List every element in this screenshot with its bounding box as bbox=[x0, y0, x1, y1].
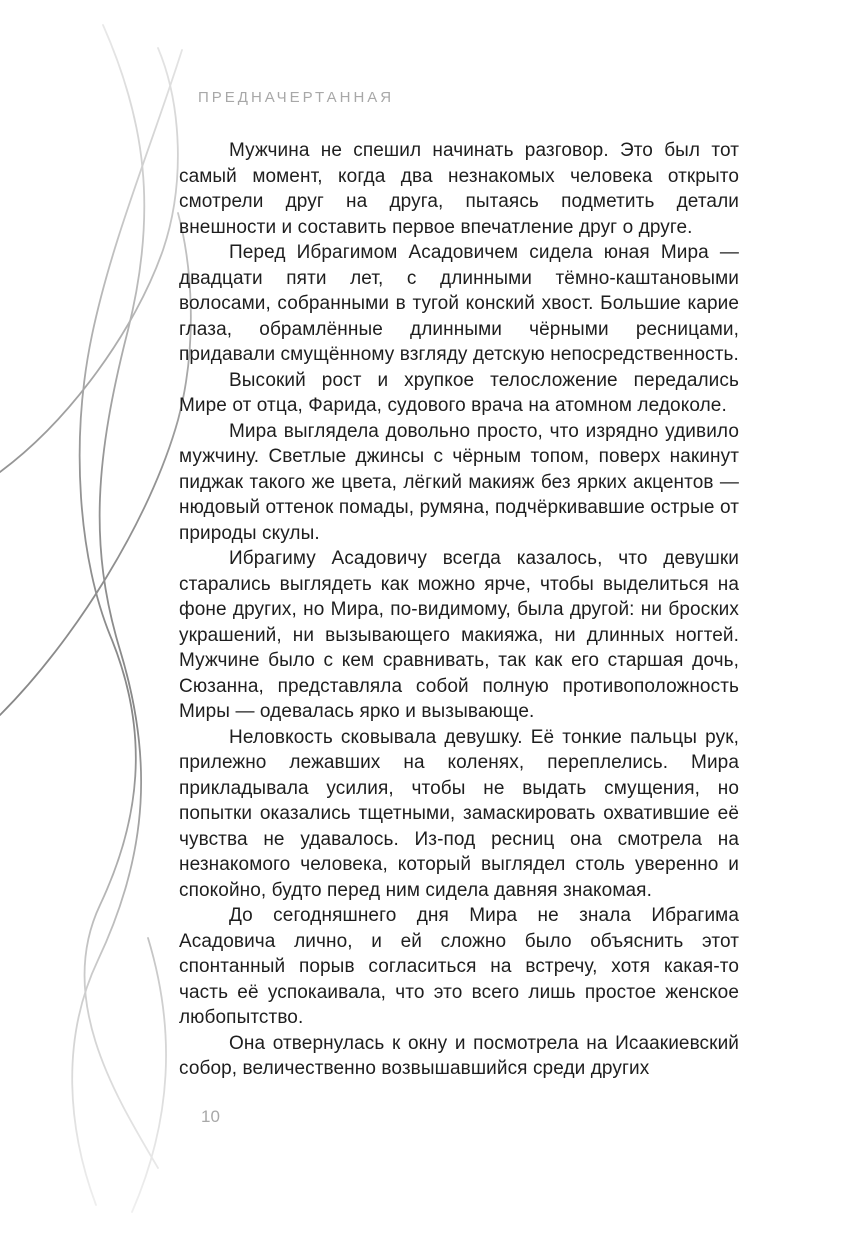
body-text bbox=[179, 138, 739, 1082]
paragraph: Мира выглядела довольно просто, что изрядно удивило мужчину. Светлые джинсы с чёрным топом, поверх накинут пиджак такого же цвета, лёгкий макияж без ярких акцентов — нюдовый оттенок помады, румяна, подчёркивавшие острые от природы скулы. bbox=[179, 420, 739, 544]
curve-thread-3 bbox=[0, 48, 178, 472]
paragraph: Ибрагиму Асадовичу всегда казалось, что девушки старались выглядеть как можно ярче, чтобы выделиться на фоне других, но Мира, по-видимому, была другой: ни броских украшений, ни вызывающего макияжа, ни длинных ногтей. Мужчине было с кем сравнивать, так как его старшая дочь, Сюзанна, представляла собой полную противоположность Миры — одевалась ярко и вызывающе. bbox=[179, 548, 739, 722]
page-number: 10 bbox=[201, 1107, 220, 1126]
paragraph: До сегодняшнего дня Мира не знала Ибрагима Асадовича лично, и ей сложно было объяснить этот спонтанный порыв согласиться на встречу, хотя какая-то часть её успокаивала, что это всего лишь простое женское любопытство. bbox=[179, 905, 739, 1028]
paragraph: Перед Ибрагимом Асадовичем сидела юная Мира — двадцати пяти лет, с длинными тёмно-каштановыми волосами, собранными в тугой конский хвост. Большие карие глаза, обрамлённые длинными чёрными ресницами, придавали смущённому взгляду детскую непосредственность. bbox=[179, 242, 739, 365]
curve-thread-4 bbox=[0, 213, 191, 715]
paragraph: Неловкость сковывала девушку. Её тонкие пальцы рук, прилежно лежавших на коленях, переплелись. Мира прикладывала усилия, чтобы не выдать смущения, но попытки оказались тщетными, замаскировать охватившие её чувства не удавалось. Из-под ресниц она смотрела на незнакомого человека, который выглядел столь уверенно и спокойно, будто перед ним сидела давняя знакомая. bbox=[179, 726, 739, 901]
curve-thread-5 bbox=[132, 938, 166, 1212]
paragraph: Мужчина не спешил начинать разговор. Это был тот самый момент, когда два незнакомых человека открыто смотрели друг на друга, пытаясь подметить детали внешности и составить первое впечатление друг о друге. bbox=[179, 140, 739, 238]
curve-thread-2 bbox=[80, 50, 182, 1168]
paragraph: Высокий рост и хрупкое телосложение передались Мире от отца, Фарида, судового врача на атомном ледоколе. bbox=[179, 369, 739, 416]
curve-thread-1 bbox=[72, 25, 144, 1205]
running-header: ПРЕДНАЧЕРТАННАЯ bbox=[198, 89, 395, 106]
paragraph: Она отвернулась к окну и посмотрела на Исаакиевский собор, величественно возвышавшийся среди других bbox=[179, 1032, 739, 1079]
